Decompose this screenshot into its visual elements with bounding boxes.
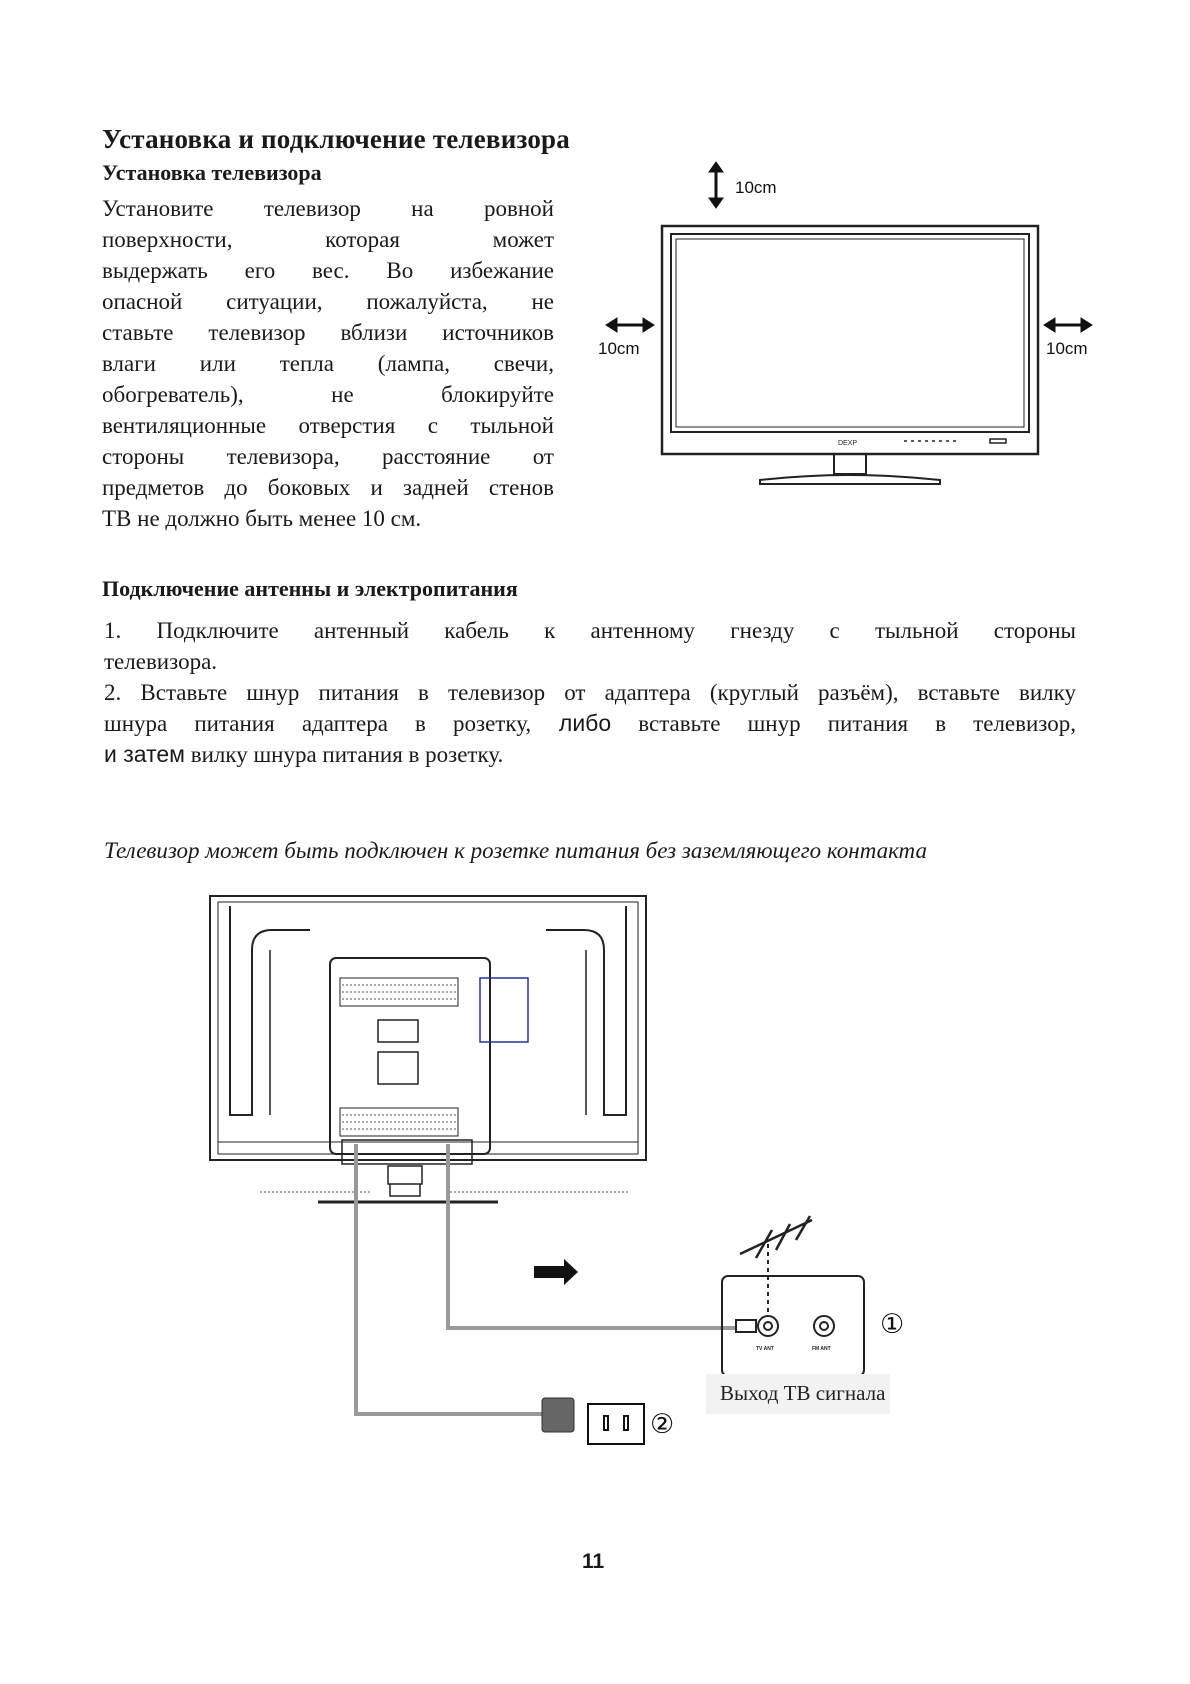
left-clearance-label: 10cm — [598, 339, 640, 358]
step1-line: 1. Подключите антенный кабель к антенному гнезду с тыльной стороны — [104, 618, 1076, 643]
right-clearance-label: 10cm — [1046, 339, 1088, 358]
section-title: Установка и подключение телевизора — [102, 124, 570, 154]
tv-ant-label: TV ANT — [756, 1346, 774, 1352]
page-number: 11 — [582, 1550, 605, 1573]
fm-ant-label: FM ANT — [812, 1346, 831, 1352]
vertical-arrow-icon — [709, 162, 723, 208]
install-line: стороны телевизора, расстояние от — [102, 444, 554, 469]
marker-one: ① — [880, 1309, 905, 1340]
signal-output-label: Выход ТВ сигнала — [720, 1381, 886, 1405]
connection-diagram — [190, 890, 1110, 1450]
wall-socket — [588, 1404, 644, 1444]
step2-text: шнура питания адаптера в розетку, — [104, 711, 532, 736]
clearance-diagram — [590, 160, 1110, 500]
horizontal-arrow-icon — [1044, 318, 1092, 332]
install-paragraph — [102, 193, 554, 534]
install-line: предметов до боковых и задней стенов — [102, 475, 554, 500]
step1-line: телевизора. — [104, 649, 218, 674]
tv-back-illustration — [210, 896, 646, 1202]
step2-line — [104, 708, 1076, 739]
step2-text-alt: либо — [531, 710, 612, 736]
step2-line — [104, 739, 1076, 770]
power-adapter — [534, 1259, 578, 1432]
step2-text-alt: и затем — [104, 741, 185, 767]
install-line: ТВ не должно быть менее 10 см. — [102, 506, 422, 531]
horizontal-arrow-icon — [606, 318, 654, 332]
connect-subtitle: Подключение антенны и электропитания — [102, 576, 518, 601]
brand-logo: DEXP — [838, 440, 858, 447]
grounding-note: Телевизор может быть подключен к розетке питания без заземляющего контакта — [104, 838, 927, 863]
install-line: влаги или тепла (лампа, свечи, — [102, 351, 554, 376]
install-line: обогреватель), не блокируйте — [102, 382, 554, 407]
antenna-icon — [740, 1216, 812, 1314]
marker-two: ② — [650, 1409, 675, 1440]
install-line: опасной ситуации, пожалуйста, не — [102, 289, 554, 314]
top-clearance-label: 10cm — [735, 178, 777, 197]
install-line: выдержать его вес. Во избежание — [102, 258, 554, 283]
step2-line: 2. Вставьте шнур питания в телевизор от адаптера (круглый разъём), вставьте вилку — [104, 680, 1076, 705]
install-line: ставьте телевизор вблизи источников — [102, 320, 554, 345]
connect-paragraph — [104, 615, 1076, 770]
install-subtitle: Установка телевизора — [102, 160, 322, 185]
step2-text: вставьте шнур питания в телевизор, — [611, 711, 1076, 736]
install-line: вентиляционные отверстия с тыльной — [102, 413, 554, 438]
install-line: поверхности, которая может — [102, 227, 554, 252]
step2-text: вилку шнура питания в розетку. — [184, 742, 504, 767]
antenna-outlet — [722, 1276, 864, 1376]
install-line: Установите телевизор на ровной — [102, 196, 554, 221]
